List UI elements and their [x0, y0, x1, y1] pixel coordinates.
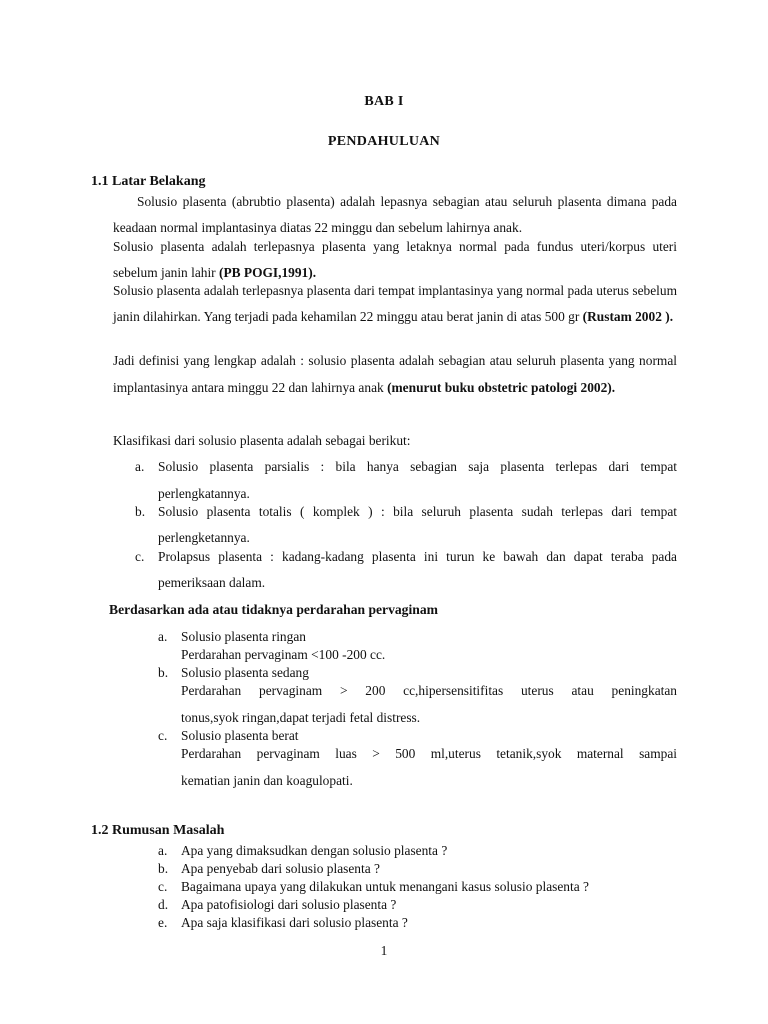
paragraph-text: Jadi definisi yang lengkap adalah : solusio plasenta adalah sebagian atau seluruh plasenta yang normal implantasinya antara minggu 22 dan lahirnya anak [113, 353, 677, 395]
list-item-continuation: perlengkatannya. [158, 486, 250, 501]
list-item: Bagaimana upaya yang dilakukan untuk menangani kasus solusio plasenta ? [181, 879, 589, 894]
list-item-detail-continuation: kematian janin dan koagulopati. [181, 773, 353, 788]
section-heading-rumusan-masalah: 1.2 Rumusan Masalah [91, 823, 225, 838]
list-item: Apa penyebab dari solusio plasenta ? [181, 861, 380, 876]
paragraph-definition-1: Solusio plasenta (abrubtio plasenta) adalah lepasnya sebagian atau seluruh plasenta dimana pada keadaan normal implantasinya diatas 22 minggu dan sebelum lahirnya anak. [113, 194, 677, 235]
citation: (PB POGI,1991). [218, 265, 317, 280]
paragraph-definition-4 [113, 347, 677, 401]
list-marker: d. [158, 897, 169, 912]
list-marker: a. [135, 459, 145, 474]
citation: (Rustam 2002 ). [582, 309, 674, 324]
list-marker: c. [135, 549, 145, 564]
klasifikasi-intro: Klasifikasi dari solusio plasenta adalah sebagai berikut: [113, 433, 411, 448]
list-item: Prolapsus plasenta : kadang-kadang plasenta ini turun ke bawah dan dapat teraba pada [158, 549, 677, 564]
list-marker: c. [158, 728, 168, 743]
chapter-title: BAB I [364, 94, 404, 109]
list-item: Solusio plasenta totalis ( komplek ) : bila seluruh plasenta sudah terlepas dari tempat [158, 504, 677, 519]
list-marker: a. [158, 629, 168, 644]
list-item-title: Solusio plasenta sedang [181, 665, 309, 680]
list-item-detail-continuation: tonus,syok ringan,dapat terjadi fetal distress. [181, 710, 421, 725]
list-marker: b. [158, 665, 169, 680]
list-item-continuation: perlengketannya. [158, 530, 250, 545]
list-item-detail: Perdarahan pervaginam <100 -200 cc. [181, 647, 386, 662]
list-item-title: Solusio plasenta ringan [181, 629, 306, 644]
paragraph-text: Solusio plasenta adalah terlepasnya plasenta yang letaknya normal pada fundus uteri/korpus uteri sebelum janin lahir [113, 239, 677, 280]
citation: (menurut buku obstetric patologi 2002). [387, 380, 616, 395]
list-marker: b. [135, 504, 146, 519]
perdarahan-heading: Berdasarkan ada atau tidaknya perdarahan pervaginam [109, 602, 438, 617]
list-item-title: Solusio plasenta berat [181, 728, 299, 743]
list-item: Apa yang dimaksudkan dengan solusio plasenta ? [181, 843, 448, 858]
list-item-detail: Perdarahan pervaginam luas > 500 ml,uterus tetanik,syok maternal sampai [181, 746, 677, 761]
list-item: Apa patofisiologi dari solusio plasenta ? [181, 897, 397, 912]
list-marker: c. [158, 879, 168, 894]
paragraph-definition-3 [113, 278, 677, 330]
paragraph-text: Solusio plasenta adalah terlepasnya plasenta dari tempat implantasinya yang normal pada uterus sebelum janin dilahirkan. Yang terjadi pada kehamilan 22 minggu atau berat janin di atas 500 gr [113, 283, 677, 324]
list-marker: b. [158, 861, 169, 876]
list-item-detail: Perdarahan pervaginam > 200 cc,hipersensitifitas uterus atau peningkatan [181, 683, 677, 698]
list-item: Solusio plasenta parsialis : bila hanya sebagian saja plasenta terlepas dari tempat [158, 459, 677, 474]
list-marker: a. [158, 843, 168, 858]
section-heading-latar-belakang: 1.1 Latar Belakang [91, 174, 206, 189]
list-item-continuation: pemeriksaan dalam. [158, 575, 266, 590]
chapter-subtitle: PENDAHULUAN [327, 134, 441, 149]
list-marker: e. [158, 915, 168, 930]
page-number: 1 [380, 943, 388, 958]
list-item: Apa saja klasifikasi dari solusio plasenta ? [181, 915, 408, 930]
